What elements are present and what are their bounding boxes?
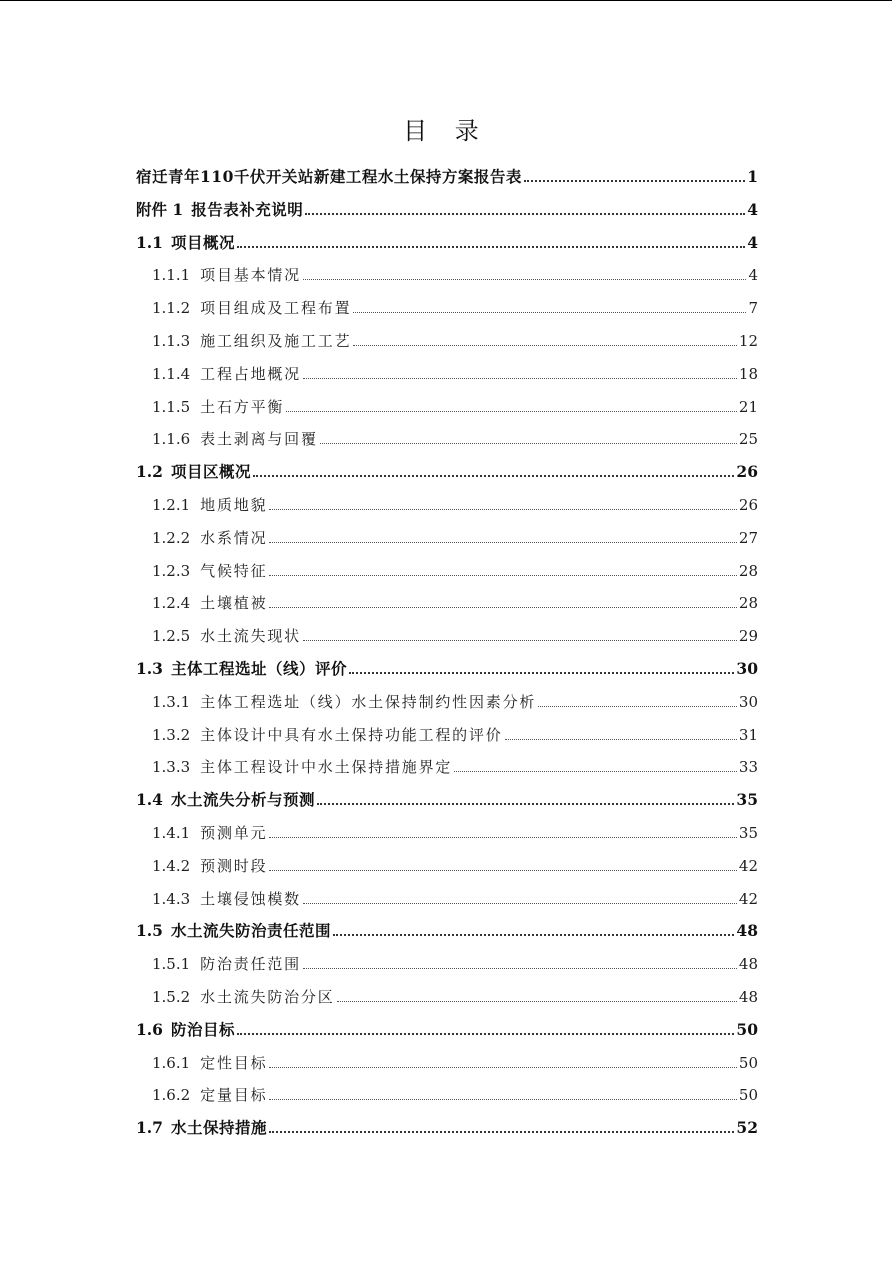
toc-page-number: 4 <box>748 266 758 285</box>
toc-entry-number: 1.4.1 <box>152 824 191 842</box>
toc-page-number: 21 <box>738 397 758 416</box>
toc-page-number: 35 <box>738 824 758 842</box>
toc-section-entry[interactable] <box>136 778 758 810</box>
toc-dot-leader <box>303 640 737 641</box>
toc-entry-number: 1.1.1 <box>152 266 191 285</box>
toc-dot-leader <box>317 803 734 805</box>
toc-section-entry[interactable] <box>136 909 758 941</box>
toc-page-number: 28 <box>738 561 758 580</box>
toc-entry-label: 预测单元 <box>200 824 268 842</box>
toc-entry-label: 土壤侵蚀模数 <box>200 889 301 908</box>
toc-dot-leader <box>353 345 737 346</box>
toc-subsection-entry[interactable] <box>152 680 758 712</box>
toc-dot-leader <box>269 1099 737 1100</box>
toc-subsection-entry[interactable] <box>152 483 758 515</box>
toc-entry-label: 水土流失防治责任范围 <box>170 921 331 941</box>
toc-entry-number: 1.3 <box>136 659 163 678</box>
toc-entry-label: 报告表补充说明 <box>191 199 304 219</box>
toc-section-entry[interactable] <box>136 647 758 679</box>
toc-dot-leader <box>333 934 734 936</box>
toc-dot-leader <box>269 870 737 871</box>
toc-entry-number: 1.7 <box>136 1118 163 1138</box>
toc-entry-number: 1.1 <box>136 232 163 252</box>
toc-page-number: 28 <box>738 594 758 613</box>
toc-dot-leader <box>505 739 737 740</box>
toc-entry-label: 主体工程选址（线）水土保持制约性因素分析 <box>200 692 537 711</box>
toc-subsection-entry[interactable] <box>152 385 758 417</box>
toc-entry-number: 1.4 <box>136 790 163 810</box>
toc-entry-label: 项目组成及工程布置 <box>200 299 352 318</box>
toc-dot-leader <box>524 180 745 182</box>
toc-dot-leader <box>253 475 734 477</box>
toc-dot-leader <box>286 411 737 412</box>
toc-entry-number: 1.2.4 <box>152 594 191 613</box>
toc-section-entry[interactable] <box>136 450 758 482</box>
toc-section-entry[interactable] <box>136 155 758 187</box>
toc-subsection-entry[interactable] <box>152 549 758 581</box>
toc-subsection-entry[interactable] <box>152 516 758 548</box>
toc-entry-label: 宿迁青年110千伏开关站新建工程水土保持方案报告表 <box>136 167 522 186</box>
toc-subsection-entry[interactable] <box>152 352 758 384</box>
toc-entry-label: 防治目标 <box>170 1019 235 1039</box>
toc-dot-leader <box>269 1067 737 1068</box>
toc-page-number: 48 <box>738 988 758 1006</box>
toc-entry-number: 1.1.5 <box>152 397 191 416</box>
toc-entry-label: 定量目标 <box>200 1086 268 1105</box>
toc-entry-number: 1.6.2 <box>152 1086 191 1105</box>
toc-subsection-entry[interactable] <box>152 844 758 876</box>
toc-entry-number: 1.1.2 <box>152 299 191 318</box>
toc-dot-leader <box>353 312 746 313</box>
toc-dot-leader <box>237 1033 734 1035</box>
toc-dot-leader <box>337 1001 737 1002</box>
toc-page-number: 42 <box>738 856 758 875</box>
toc-page-number: 50 <box>738 1053 758 1072</box>
toc-entry-label: 地质地貌 <box>200 496 268 514</box>
toc-page-number: 30 <box>736 659 758 678</box>
toc-subsection-entry[interactable] <box>152 811 758 843</box>
toc-entry-label: 预测时段 <box>200 856 268 875</box>
toc-dot-leader <box>269 575 737 576</box>
toc-entry-label: 项目概况 <box>170 232 235 252</box>
toc-entry-label: 土石方平衡 <box>200 397 285 416</box>
toc-entry-label: 工程占地概况 <box>200 364 301 383</box>
toc-title: 目 录 <box>403 117 489 145</box>
toc-entry-label: 气候特征 <box>200 561 268 580</box>
toc-page-number: 50 <box>738 1086 758 1105</box>
toc-subsection-entry[interactable] <box>152 975 758 1007</box>
toc-page-number: 26 <box>738 496 758 514</box>
toc-entry-number: 1.3.1 <box>152 692 191 711</box>
toc-page-number: 26 <box>736 462 758 482</box>
toc-entry-label: 防治责任范围 <box>200 955 301 974</box>
toc-dot-leader <box>269 542 737 543</box>
toc-dot-leader <box>237 246 745 248</box>
toc-dot-leader <box>269 509 737 510</box>
toc-entry-label: 施工组织及施工工艺 <box>200 332 352 350</box>
toc-dot-leader <box>349 672 734 674</box>
toc-page-number: 42 <box>738 889 758 908</box>
toc-entry-number: 1.2.3 <box>152 561 191 580</box>
toc-page-number: 30 <box>738 692 758 711</box>
toc-entry-number: 1.5.2 <box>152 988 191 1006</box>
toc-entry-label: 表土剥离与回覆 <box>200 430 318 449</box>
toc-page-number: 35 <box>736 790 758 810</box>
toc-entry-number: 1.6 <box>136 1019 163 1039</box>
toc-subsection-entry[interactable] <box>152 942 758 974</box>
toc-entry-label: 水土流失分析与预测 <box>170 790 315 810</box>
toc-dot-leader <box>269 607 737 608</box>
toc-subsection-entry[interactable] <box>152 745 758 777</box>
toc-subsection-entry[interactable] <box>152 614 758 646</box>
toc-dot-leader <box>538 706 737 707</box>
toc-dot-leader <box>269 837 737 838</box>
toc-subsection-entry[interactable] <box>152 253 758 285</box>
toc-dot-leader <box>303 903 737 904</box>
toc-entry-label: 定性目标 <box>200 1053 268 1072</box>
toc-entry-label: 项目区概况 <box>170 462 251 482</box>
toc-page-number: 7 <box>748 299 758 318</box>
toc-entry-label: 水土流失防治分区 <box>200 988 335 1006</box>
toc-entry-number: 1.5.1 <box>152 955 191 974</box>
toc-section-entry[interactable] <box>136 221 758 253</box>
toc-page-number: 48 <box>736 921 758 941</box>
toc-entry-number: 1.5 <box>136 921 163 941</box>
toc-entry-label: 水土流失现状 <box>200 627 301 646</box>
toc-page-number: 18 <box>738 364 758 383</box>
toc-entry-number: 1.2.5 <box>152 627 191 646</box>
toc-subsection-entry[interactable] <box>152 1041 758 1073</box>
toc-entry-number: 1.2.2 <box>152 528 191 547</box>
toc-page-number: 29 <box>738 627 758 646</box>
toc-subsection-entry[interactable] <box>152 1073 758 1105</box>
page-top-border <box>0 0 892 1</box>
toc-entry-number: 1.3.3 <box>152 758 191 777</box>
toc-page-number: 31 <box>738 725 758 744</box>
toc-entry-label: 项目基本情况 <box>200 266 301 285</box>
toc-entry-number: 1.3.2 <box>152 725 191 744</box>
toc-page-number: 33 <box>738 758 758 777</box>
toc-page-number: 52 <box>736 1118 758 1138</box>
toc-subsection-entry[interactable] <box>152 713 758 745</box>
toc-entry-label: 主体工程设计中水土保持措施界定 <box>200 758 453 777</box>
toc-dot-leader <box>303 378 737 379</box>
toc-entry-number: 1.1.3 <box>152 332 191 350</box>
toc-subsection-entry[interactable] <box>152 319 758 351</box>
toc-dot-leader <box>320 443 737 444</box>
toc-subsection-entry[interactable] <box>152 417 758 449</box>
toc-entry-label: 水土保持措施 <box>170 1118 267 1138</box>
toc-entry-label: 主体设计中具有水土保持功能工程的评价 <box>200 725 503 744</box>
toc-dot-leader <box>303 968 737 969</box>
toc-dot-leader <box>454 771 737 772</box>
toc-section-entry[interactable] <box>136 188 758 220</box>
toc-page-number: 25 <box>738 430 758 449</box>
toc-entry-number: 1.1.4 <box>152 364 191 383</box>
toc-page-number: 12 <box>738 332 758 350</box>
toc-dot-leader <box>305 213 745 215</box>
toc-entry-number: 1.4.2 <box>152 856 191 875</box>
toc-entry-number: 1.6.1 <box>152 1053 191 1072</box>
toc-entry-number: 1.2.1 <box>152 496 191 514</box>
toc-dot-leader <box>269 1131 734 1133</box>
toc-page-number: 48 <box>738 955 758 974</box>
toc-page-number: 27 <box>738 528 758 547</box>
toc-entry-number: 附件 1 <box>136 199 184 219</box>
toc-entry-number: 1.2 <box>136 462 163 482</box>
toc-entry-label: 水系情况 <box>200 528 268 547</box>
toc-entry-number: 1.4.3 <box>152 889 191 908</box>
toc-section-entry[interactable] <box>136 1106 758 1138</box>
toc-subsection-entry[interactable] <box>152 877 758 909</box>
toc-subsection-entry[interactable] <box>152 286 758 318</box>
toc-entry-number: 1.1.6 <box>152 430 191 449</box>
toc-page-number: 4 <box>747 199 758 219</box>
toc-dot-leader <box>303 279 746 280</box>
toc-section-entry[interactable] <box>136 1008 758 1040</box>
toc-page-number: 50 <box>736 1019 758 1039</box>
toc-page-number: 4 <box>747 232 758 252</box>
toc-subsection-entry[interactable] <box>152 581 758 613</box>
toc-entry-label: 主体工程选址（线）评价 <box>170 659 347 678</box>
toc-entry-label: 土壤植被 <box>200 594 268 613</box>
toc-page-number: 1 <box>747 167 758 186</box>
